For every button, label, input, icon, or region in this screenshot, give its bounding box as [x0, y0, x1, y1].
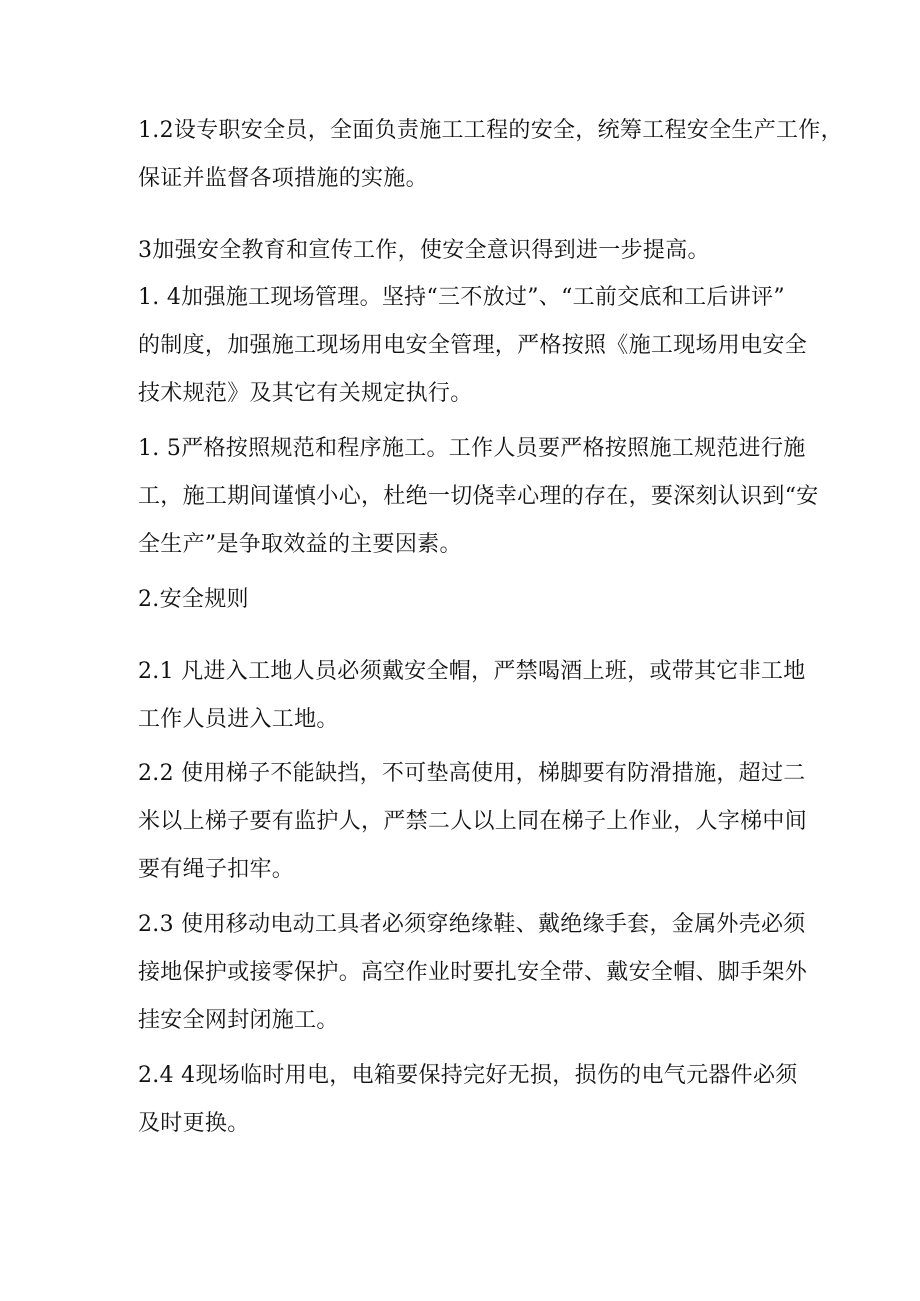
text-line: 接地保护或接零保护。高空作业时要扎安全带、戴安全帽、脚手架外: [138, 960, 808, 985]
text-line: 1. 4加强施工现场管理。坚持“三不放过”、“工前交底和工后讲评”: [138, 285, 785, 310]
text-line: 2.1 凡进入工地人员必须戴安全帽，严禁喝酒上班，或带其它非工地: [138, 659, 806, 684]
text-line: 的制度，加强施工现场用电安全管理，严格按照《施工现场用电安全: [138, 333, 808, 358]
text-line: 1. 5严格按照规范和程序施工。工作人员要严格按照施工规范进行施: [138, 436, 806, 461]
text-line: 米以上梯子要有监护人，严禁二人以上同在梯子上作业，人字梯中间: [138, 809, 808, 834]
text-line: 要有绳子扣牢。: [138, 857, 295, 882]
text-line: 1.2设专职安全员，全面负责施工工程的安全，统筹工程安全生产工作，: [138, 118, 843, 143]
text-line: 2.2 使用梯子不能缺挡，不可垫高使用，梯脚要有防滑措施，超过二: [138, 761, 806, 786]
text-line: 2.4 4现场临时用电，电箱要保持完好无损，损伤的电气元器件必须: [138, 1063, 798, 1088]
text-line: 2.安全规则: [138, 587, 249, 612]
text-line: 2.3 使用移动电动工具者必须穿绝缘鞋、戴绝缘手套，金属外壳必须: [138, 912, 806, 937]
text-line: 挂安全网封闭施工。: [138, 1008, 339, 1033]
text-line: 全生产”是争取效益的主要因素。: [138, 532, 462, 557]
text-line: 技术规范》及其它有关规定执行。: [138, 381, 473, 406]
text-line: 工，施工期间谨慎小心，杜绝一切侥幸心理的存在，要深刻认识到“安: [138, 484, 819, 509]
text-line: 3加强安全教育和宣传工作，使安全意识得到进一步提高。: [138, 238, 710, 263]
text-line: 工作人员进入工地。: [138, 707, 339, 732]
text-line: 及时更换。: [138, 1111, 250, 1136]
text-line: 保证并监督各项措施的实施。: [138, 166, 428, 191]
